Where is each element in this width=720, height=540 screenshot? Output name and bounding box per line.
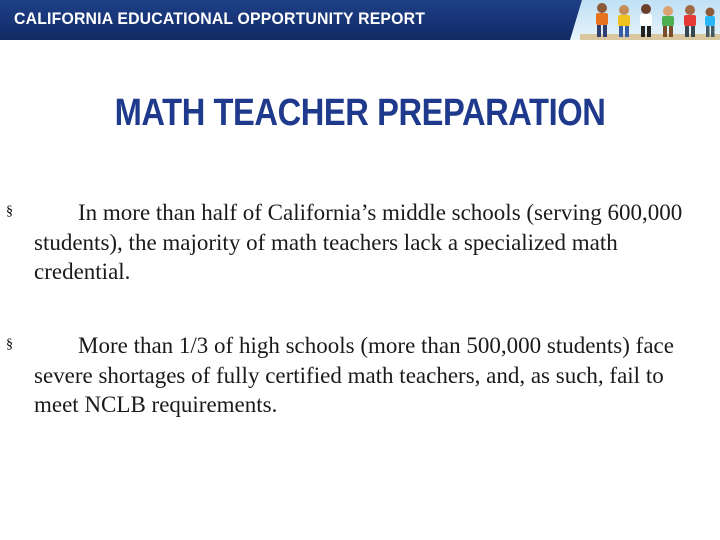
slide-title: MATH TEACHER PREPARATION: [114, 92, 606, 134]
bullet-marker: §: [6, 337, 13, 352]
bullet-marker: §: [6, 204, 13, 219]
bullet-text: In more than half of California’s middle schools (serving 600,000 students), the majority of math teachers lack a specialized math credential.: [34, 200, 683, 284]
report-title: CALIFORNIA EDUCATIONAL OPPORTUNITY REPORT: [14, 9, 426, 28]
children-running-photo-icon: [560, 0, 720, 40]
bullet-text: More than 1/3 of high schools (more than 500,000 students) face severe shortages of fully certified math teachers, and, as such, fail to meet NCLB requirements.: [34, 333, 674, 417]
header-banner: [0, 0, 720, 40]
